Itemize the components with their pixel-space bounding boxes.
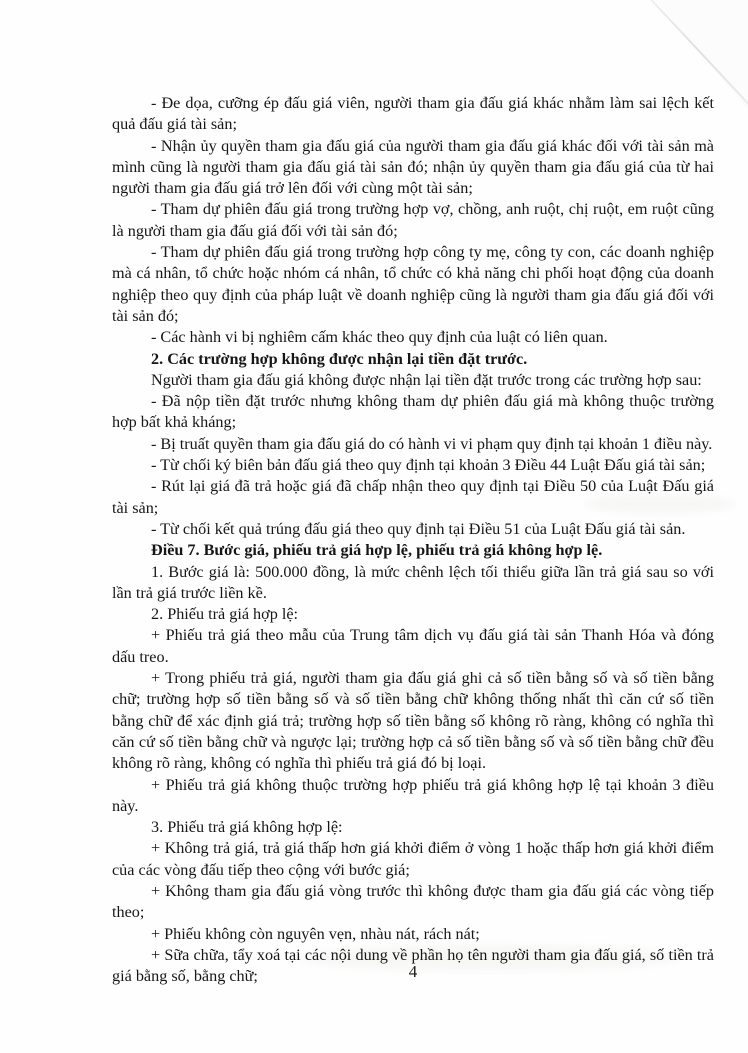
paragraph: 1. Bước giá là: 500.000 đồng, là mức chênh lệch tối thiểu giữa lần trả giá sau so với lần trả giá trước liền kề. [112,562,714,602]
paragraph: + Sữa chữa, tẩy xoá tại các nội dung về phần họ tên người tham gia đấu giá, số tiền trả giá bằng số, bằng chữ; [112,945,714,986]
paragraph: + Phiếu trả giá theo mẫu của Trung tâm dịch vụ đấu giá tài sản Thanh Hóa và đóng dấu treo. [112,626,714,666]
paragraph: - Tham dự phiên đấu giá trong trường hợp công ty mẹ, công ty con, các doanh nghiệp mà cá nhân, tổ chức hoặc nhóm cá nhân, tổ chức có khả năng chi phối hoạt động của doanh nghiệp theo quy định của pháp luật về doanh nghiệp cũng là người tham gia đấu giá đối với tài sản đó; [112,243,714,325]
paragraph: + Phiếu không còn nguyên vẹn, nhàu nát, rách nát; [151,924,480,943]
paragraph: + Không tham gia đấu giá vòng trước thì không được tham gia đấu giá các vòng tiếp theo; [112,881,714,922]
paragraph: - Từ chối ký biên bản đấu giá theo quy định tại khoản 3 Điều 44 Luật Đấu giá tài sản; [151,456,706,475]
paragraph: - Nhận ủy quyền tham gia đấu giá của người tham gia đấu giá khác đối với tài sản mà mình cũng là người tham gia đấu giá tài sản đó; nhận ủy quyền tham gia đấu giá của từ hai người tham gia đấu giá trở lên đối với cùng một tài sản; [112,136,714,198]
paragraph: - Bị truất quyền tham gia đấu giá do có hành vi vi phạm quy định tại khoản 1 điều này. [151,434,713,453]
paragraph: 2. Phiếu trả giá hợp lệ: [151,605,299,624]
paragraph: Người tham gia đấu giá không được nhận lại tiền đặt trước trong các trường hợp sau: [151,370,702,389]
paragraph: + Không trả giá, trả giá thấp hơn giá khởi điểm ở vòng 1 hoặc thấp hơn giá khởi điểm của các vòng đấu tiếp theo cộng với bước giá; [112,839,714,879]
paragraph: + Phiếu trả giá không thuộc trường hợp phiếu trả giá không hợp lệ tại khoản 3 điều này. [112,775,714,815]
paragraph: - Từ chối kết quả trúng đấu giá theo quy định tại Điều 51 của Luật Đấu giá tài sản. [151,519,686,538]
page-number: 4 [408,962,418,981]
paragraph: - Đe dọa, cưỡng ép đấu giá viên, người tham gia đấu giá khác nhằm làm sai lệch kết quả đấu giá tài sản; [112,94,714,134]
paragraph: + Trong phiếu trả giá, người tham gia đấu giá ghi cả số tiền bằng số và số tiền bằng chữ; trường hợp số tiền bằng số và số tiền bằng chữ không thống nhất thì căn cứ số tiền bằng chữ để xác định giá trả; trường hợp số tiền bằng số không rõ ràng, không có nghĩa thì căn cứ số tiền bằng chữ và ngược lại; trường hợp cả số tiền bằng số và số tiền bằng chữ đều không rõ ràng, không có nghĩa thì phiếu trả giá đó bị loại. [112,669,714,773]
section-heading-2: 2. Các trường hợp không được nhận lại tiền đặt trước. [151,349,528,368]
document-body-text [112,93,714,987]
article-7-heading: Điều 7. Bước giá, phiếu trả giá hợp lệ, phiếu trả giá không hợp lệ. [151,541,603,560]
paragraph: - Rút lại giá đã trả hoặc giá đã chấp nhận theo quy định tại Điều 50 của Luật Đấu giá tài sản; [112,477,714,517]
paragraph: - Tham dự phiên đấu giá trong trường hợp vợ, chồng, anh ruột, chị ruột, em ruột cũng là người tham gia đấu giá đối với tài sản đó; [112,200,714,240]
paragraph: 3. Phiếu trả giá không hợp lệ: [151,818,343,837]
paragraph: - Các hành vi bị nghiêm cấm khác theo quy định của luật có liên quan. [151,328,608,347]
paragraph: - Đã nộp tiền đặt trước nhưng không tham dự phiên đấu giá mà không thuộc trường hợp bất khả kháng; [112,392,714,432]
